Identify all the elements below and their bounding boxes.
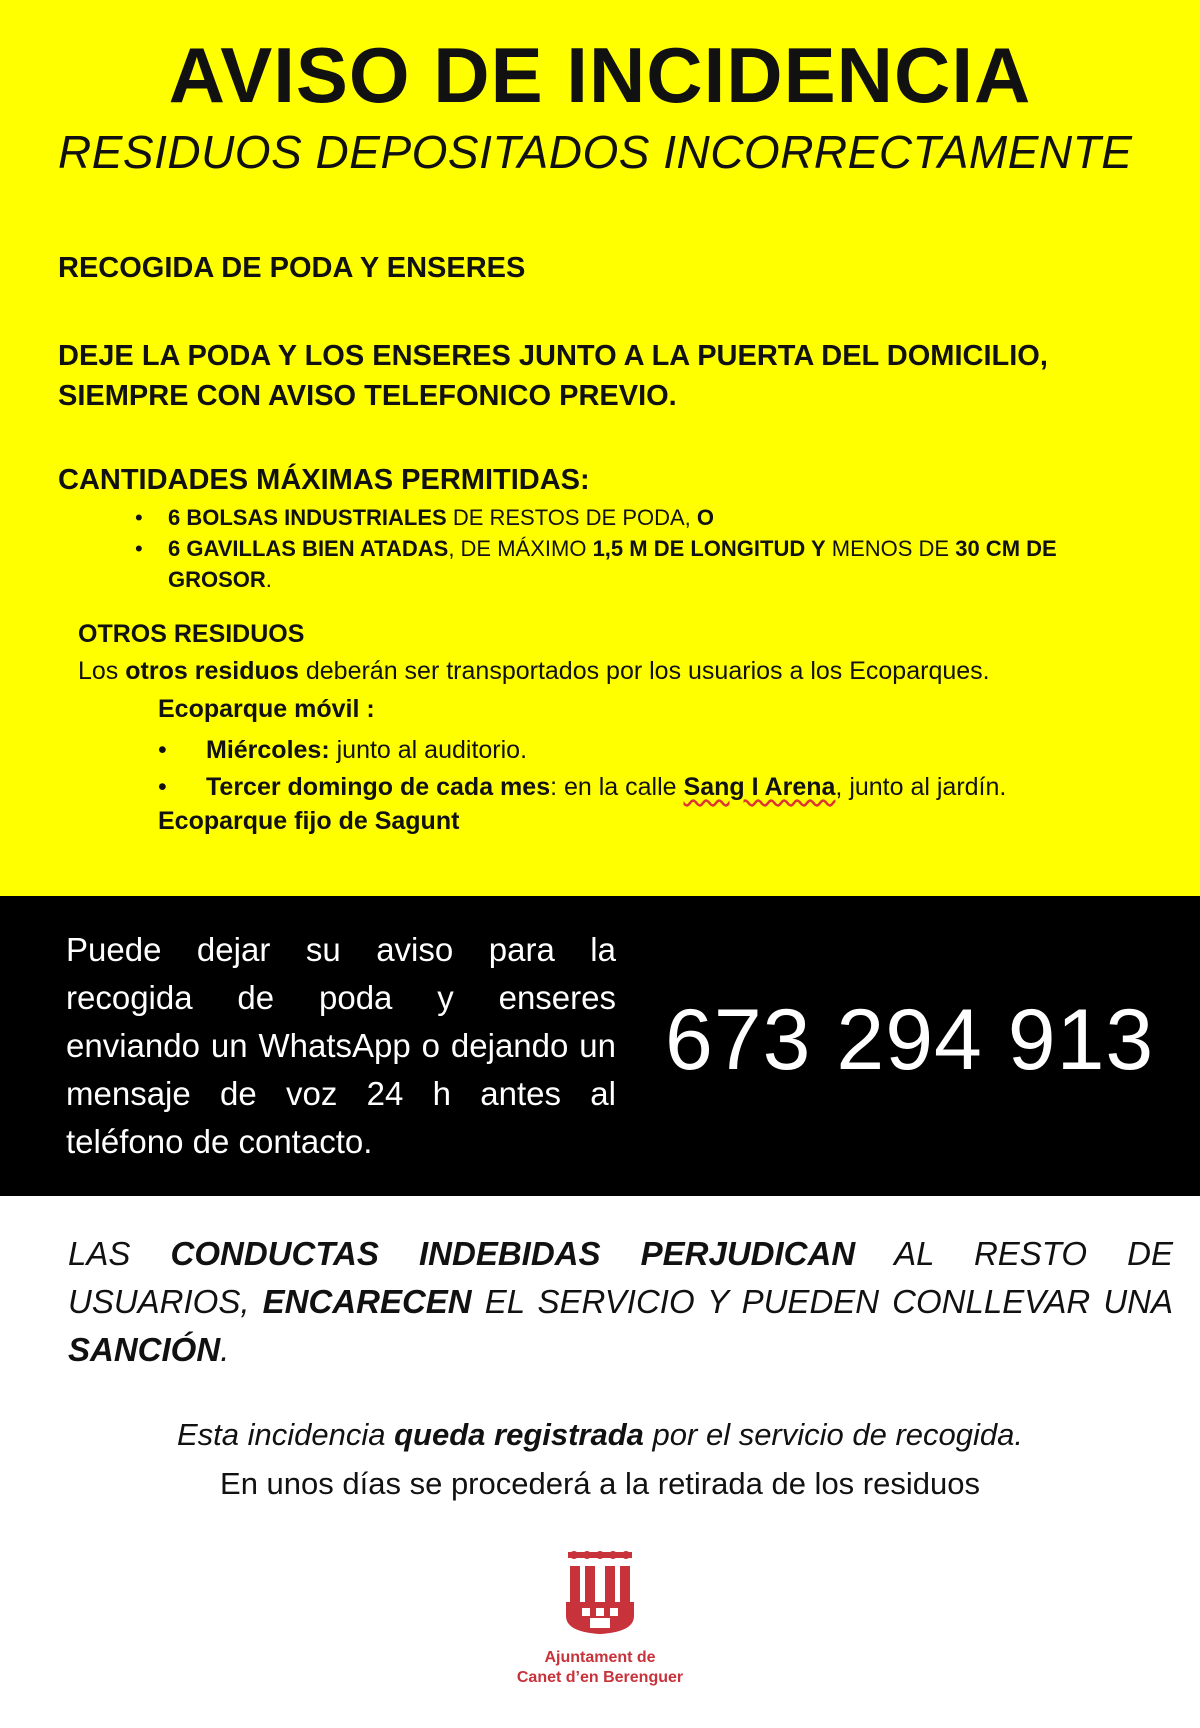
- text-span: LAS: [68, 1235, 171, 1272]
- list-item: [135, 502, 1145, 533]
- list-item: [158, 732, 1178, 769]
- item-bold: 6 BOLSAS INDUSTRIALES: [168, 505, 447, 530]
- item-text: MENOS DE: [825, 536, 956, 561]
- item-text: DE RESTOS DE PODA,: [446, 505, 697, 530]
- town-hall-name: [0, 1648, 1200, 1688]
- contact-band: [0, 896, 1200, 1196]
- text-span: .: [220, 1331, 230, 1368]
- cantidades-heading: CANTIDADES MÁXIMAS PERMITIDAS:: [58, 464, 590, 496]
- text-span: AL RESTO DE USUARIOS,: [68, 1235, 1173, 1320]
- logo-line-2: Canet d’en Berenguer: [516, 1669, 684, 1686]
- text-span: deberán ser transportados por los usuarios a los Ecoparques.: [298, 657, 990, 685]
- item-text: , DE MÁXIMO: [448, 536, 593, 561]
- item-bold: 6 GAVILLAS BIEN ATADAS: [168, 536, 449, 561]
- item-text: junto al auditorio.: [329, 736, 528, 764]
- recogida-instructions: [58, 336, 1158, 416]
- text-span: Los: [78, 657, 126, 685]
- registro-line-2: En unos días se procederá a la retirada de los residuos: [220, 1466, 980, 1501]
- text-bold: CONDUCTAS INDEBIDAS PERJUDICAN: [170, 1235, 856, 1272]
- list-item: [158, 769, 1178, 806]
- otros-heading: OTROS RESIDUOS: [78, 620, 305, 648]
- notice-title: AVISO DE INCIDENCIA: [168, 31, 1032, 119]
- instructions-line-1: DEJE LA PODA Y LOS ENSERES JUNTO A LA PUERTA DEL DOMICILIO,: [58, 340, 1048, 372]
- town-crest-icon: [560, 1546, 640, 1636]
- cantidades-list: [135, 502, 1145, 595]
- text-span: por el servicio de recogida.: [643, 1417, 1024, 1452]
- ecoparque-movil-heading: Ecoparque móvil :: [158, 695, 375, 723]
- registro-line-1: [0, 1417, 1200, 1453]
- text-span: EL SERVICIO Y PUEDEN CONLLEVAR UNA: [471, 1283, 1174, 1320]
- item-bold: 30 CM DE GROSOR: [168, 536, 1057, 592]
- text-bold: ENCARECEN: [262, 1283, 472, 1320]
- phone-number: 673 294 913: [665, 992, 1155, 1088]
- ecoparque-fijo: Ecoparque fijo de Sagunt: [158, 807, 460, 835]
- street-name: Sang I Arena: [683, 773, 836, 801]
- text-bold: queda registrada: [394, 1417, 644, 1452]
- text-bold: otros residuos: [125, 657, 299, 685]
- ecoparque-list: [158, 732, 1178, 806]
- item-text: .: [265, 567, 272, 592]
- logo-line-1: Ajuntament de: [544, 1649, 656, 1666]
- text-bold: SANCIÓN: [68, 1331, 221, 1368]
- item-text: , junto al jardín.: [835, 773, 1007, 801]
- item-bold: Miércoles:: [206, 736, 330, 764]
- notice-subtitle: RESIDUOS DEPOSITADOS INCORRECTAMENTE: [58, 126, 1133, 178]
- item-bold: 1,5 M DE LONGITUD Y: [592, 536, 826, 561]
- text-span: Esta incidencia: [176, 1417, 395, 1452]
- item-text: : en la calle: [550, 773, 684, 801]
- otros-text: [78, 657, 1188, 686]
- item-bold: O: [696, 505, 715, 530]
- instructions-line-2: SIEMPRE CON AVISO TELEFONICO PREVIO.: [58, 380, 677, 412]
- list-item: [135, 533, 1145, 595]
- item-bold: Tercer domingo de cada mes: [206, 773, 551, 801]
- warning-text: [68, 1230, 1173, 1374]
- recogida-heading: RECOGIDA DE PODA Y ENSERES: [58, 252, 526, 284]
- contact-text: Puede dejar su aviso para la recogida de poda y enseres enviando un WhatsApp o dejando un mensaje de voz 24 h antes al teléfono de contacto.: [66, 931, 616, 1160]
